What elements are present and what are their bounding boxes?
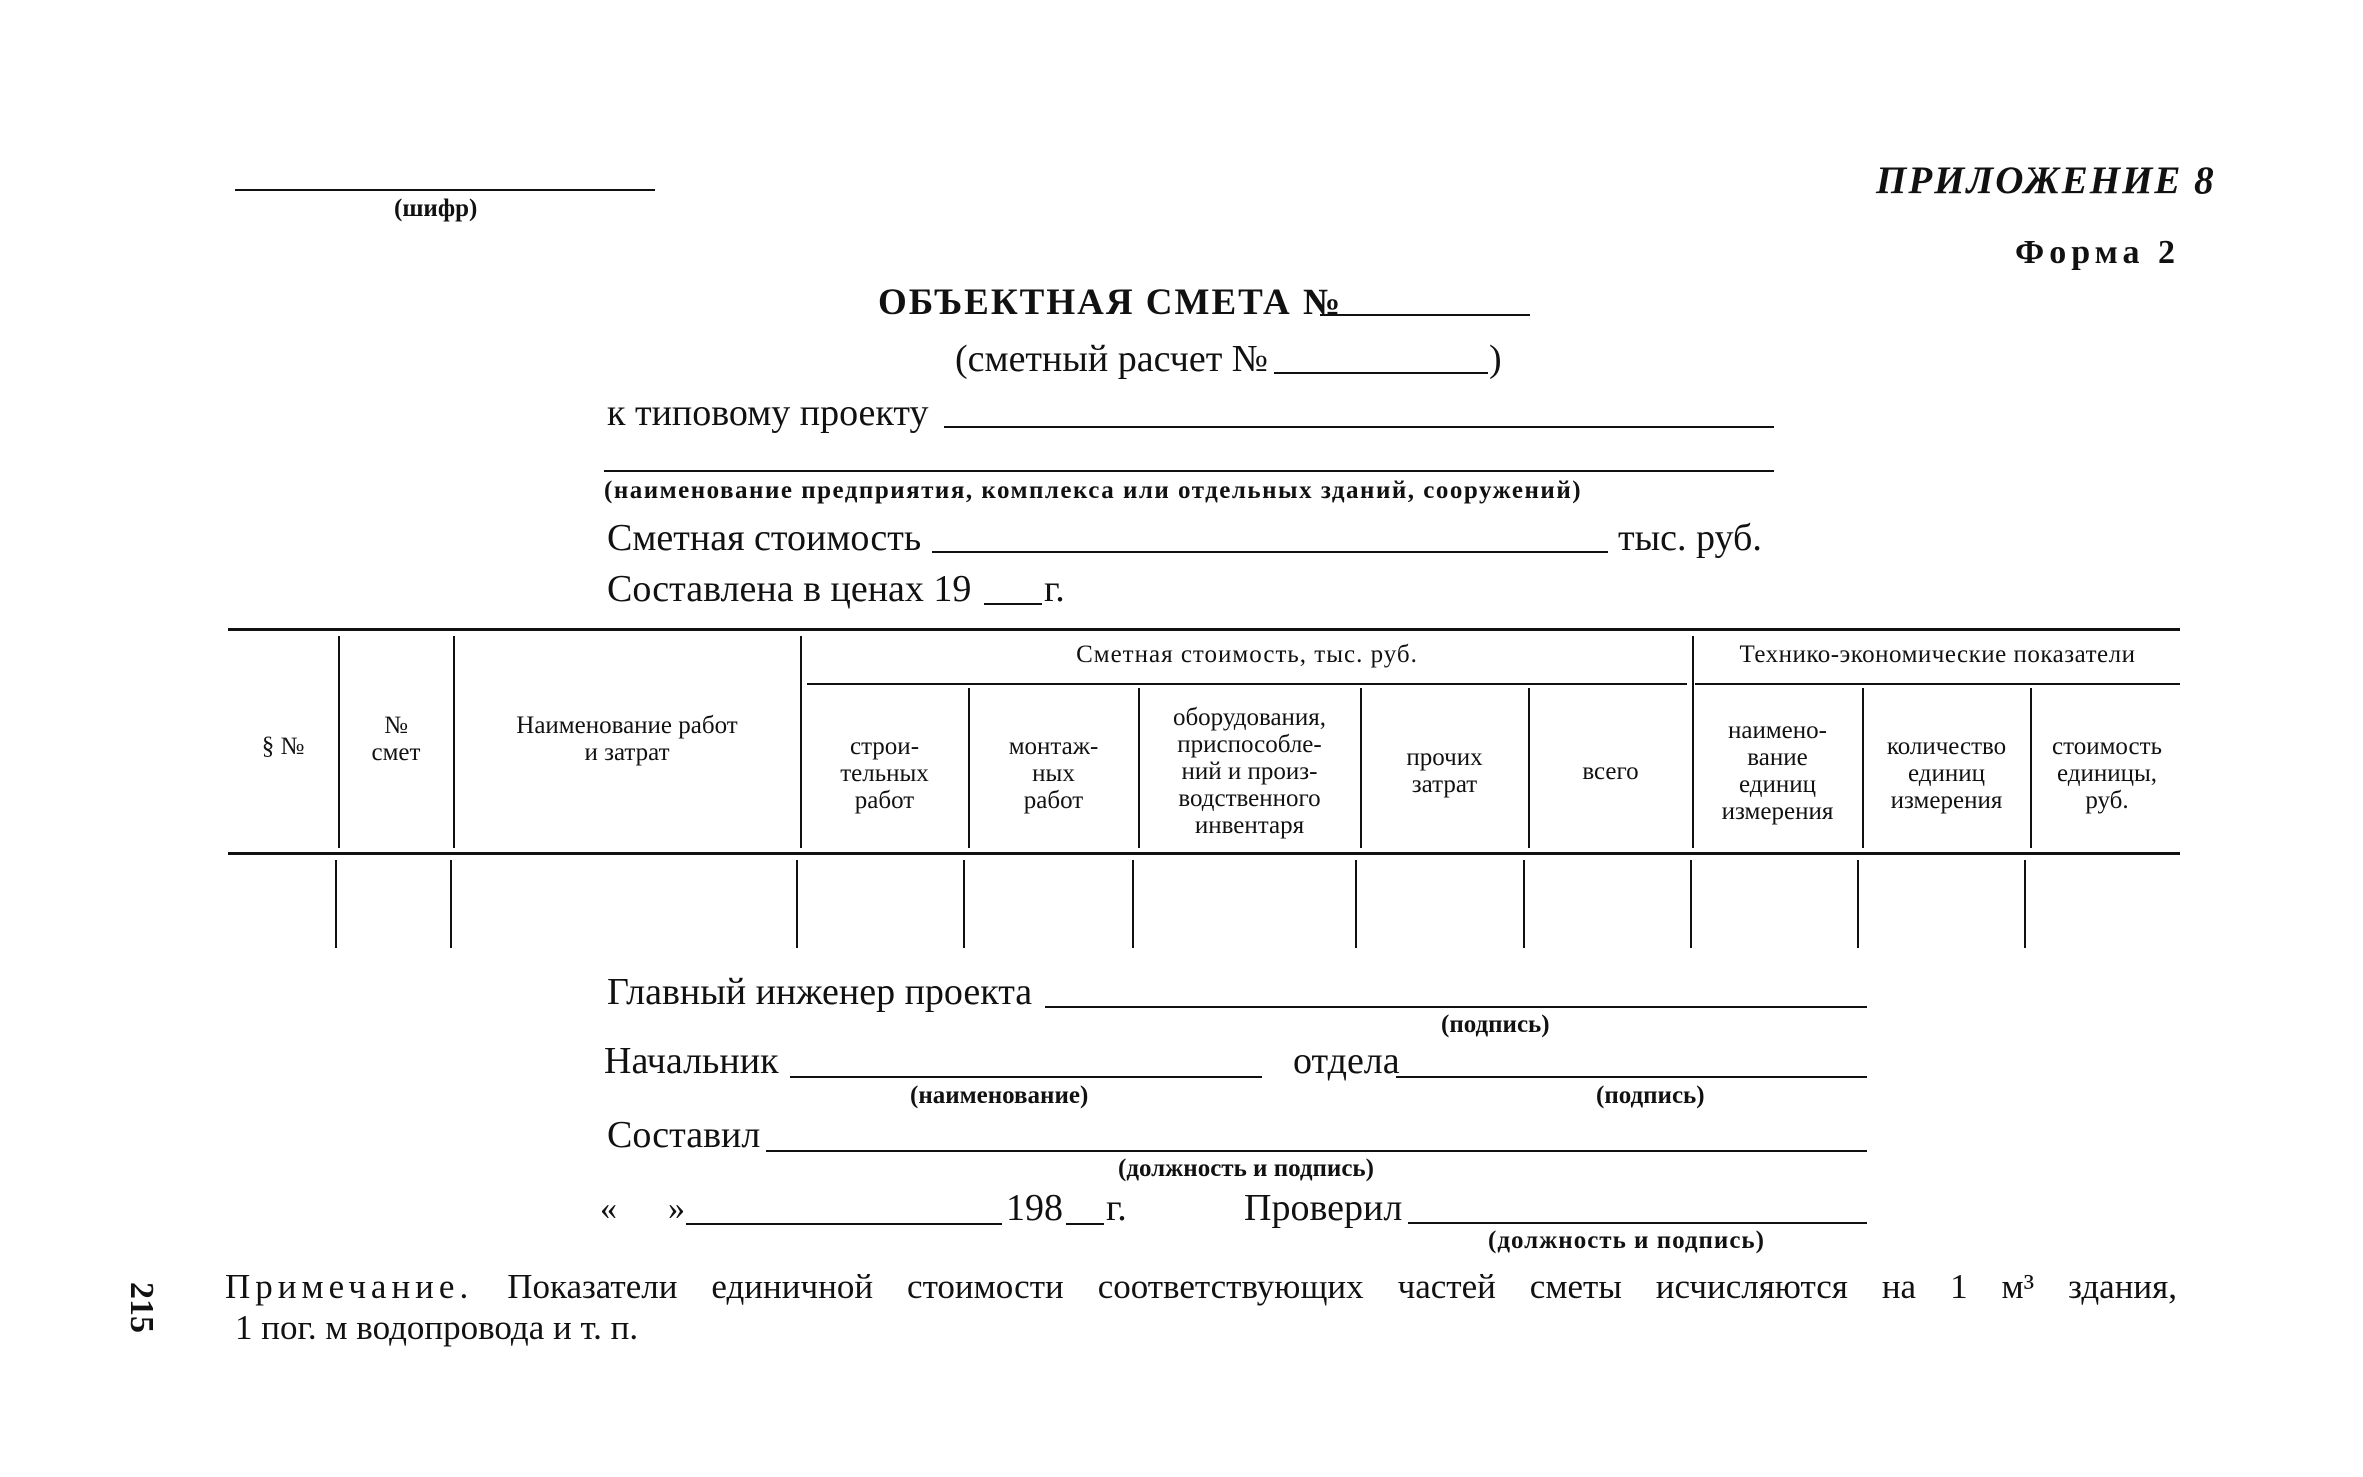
checked-label: Проверил — [1244, 1187, 1403, 1229]
cost-unit: тыс. руб. — [1618, 517, 1762, 559]
header-unit-cost: стоимость единицы, руб. — [2052, 733, 2162, 814]
prices-year-suffix: г. — [1044, 568, 1065, 610]
header-total: всего — [1582, 758, 1639, 785]
chief-engineer-label: Главный инженер проекта — [607, 971, 1033, 1013]
subtitle-number-blank — [1274, 372, 1488, 374]
header-cost-group: Сметная стоимость, тыс. руб. — [1076, 641, 1418, 668]
header-other: прочих затрат — [1406, 744, 1483, 798]
col-divider — [1690, 860, 1692, 948]
page-number: 215 — [123, 1282, 160, 1333]
indicators-group-rule — [1695, 683, 2180, 685]
header-installation: монтаж- ных работ — [1008, 733, 1099, 814]
cipher-caption: (шифр) — [394, 195, 478, 222]
department-name-line — [790, 1076, 1262, 1078]
col-divider — [963, 860, 965, 948]
prices-label: Составлена в ценах 19 — [607, 568, 972, 610]
checked-line — [1408, 1222, 1867, 1224]
project-blank — [944, 426, 1774, 428]
cost-label: Сметная стоимость — [607, 517, 922, 559]
header-indicators-group: Технико-экономические показатели — [1739, 641, 2136, 668]
col-divider — [1355, 860, 1357, 948]
project-label: к типовому проекту — [607, 392, 929, 434]
head-label: Начальник — [604, 1040, 779, 1082]
compiled-label: Составил — [607, 1114, 761, 1156]
note-line-2: 1 пог. м водопровода и т. п. — [235, 1308, 639, 1347]
header-construction: строи- тельных работ — [840, 733, 929, 814]
header-unit-name: наимено- вание единиц измерения — [1721, 717, 1834, 825]
chief-engineer-signature-caption: (подпись) — [1441, 1011, 1550, 1038]
col-divider — [450, 860, 452, 948]
form-label: Форма 2 — [2015, 234, 2181, 271]
col-divider — [1857, 860, 1859, 948]
note-label: Примечание. — [225, 1267, 474, 1306]
department-name-caption: (наименование) — [910, 1082, 1089, 1109]
col-divider — [2024, 860, 2026, 948]
table-top-rule — [228, 628, 2180, 631]
date-close-quote: » — [668, 1190, 685, 1227]
header-equipment: оборудования, приспособле- ний и произ- водственного инвентаря — [1172, 704, 1327, 839]
subtitle-close: ) — [1489, 338, 1502, 380]
note-text: Показатели единичной стоимости соответствующих частей сметы исчисляются на 1 м³ здания, — [507, 1267, 2178, 1306]
cipher-line — [235, 189, 655, 191]
date-line — [686, 1223, 1002, 1225]
note-line-1 — [225, 1265, 2177, 1309]
prices-year-blank — [984, 603, 1042, 605]
enterprise-blank — [604, 470, 1774, 472]
header-work-name: Наименование работ и затрат — [516, 712, 738, 766]
title-number-blank — [1320, 314, 1530, 316]
header-section-no: § № — [261, 733, 305, 760]
col-divider — [796, 860, 798, 948]
department-label: отдела — [1293, 1040, 1400, 1082]
date-year-suffix: г. — [1106, 1187, 1127, 1229]
appendix-label: ПРИЛОЖЕНИЕ 8 — [1876, 159, 2216, 202]
cost-blank — [932, 551, 1608, 553]
checked-caption: (должность и подпись) — [1488, 1227, 1765, 1254]
head-signature-line — [1396, 1076, 1867, 1078]
enterprise-caption: (наименование предприятия, комплекса или отдельных зданий, сооружений) — [604, 477, 1583, 504]
compiled-caption: (должность и подпись) — [1118, 1155, 1374, 1182]
header-estimate-no: № смет — [371, 712, 421, 766]
col-divider — [335, 860, 337, 948]
table-header-rule — [228, 852, 2180, 855]
page-title: ОБЪЕКТНАЯ СМЕТА № — [878, 282, 1343, 323]
compiled-line — [766, 1150, 1867, 1152]
header-unit-quantity: количество единиц измерения — [1886, 733, 2007, 814]
chief-engineer-signature-line — [1045, 1006, 1867, 1008]
col-divider — [1132, 860, 1134, 948]
date-open-quote: « — [600, 1190, 617, 1227]
cost-group-rule — [807, 683, 1687, 685]
head-signature-caption: (подпись) — [1596, 1082, 1705, 1109]
col-divider — [1523, 860, 1525, 948]
date-year-blank — [1066, 1223, 1104, 1225]
date-year: 198 — [1006, 1187, 1063, 1229]
subtitle-text: (сметный расчет № — [955, 338, 1269, 380]
